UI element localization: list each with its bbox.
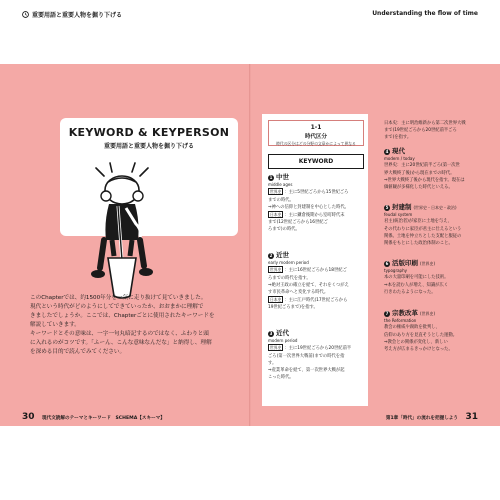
intro-line: に入れるのがコツです。「ふーん、こんな意味なんだな」と納得し、理解 (30, 340, 212, 346)
intro-line: このChapterでは、約1500年分を一気に走り抜けて見ていきました。 (30, 295, 207, 301)
subject-tag: 日本史 (270, 297, 282, 303)
subject-tag: 世界史 (270, 345, 282, 351)
page-number-left: 30 (22, 412, 35, 422)
page-subtitle: 重要用語と重要人物を掘り下げる (103, 143, 194, 150)
keyword-entry: 2 近世 early modern period 世界史 ：主に16世紀ごろから18世紀ご ろまでの時代を指す。 ⇒絶対王政の確立を経て、それをくつがえ す市民革命へと変化する時代。 日本史 ：主に江戸時代(17世紀ごろから 19世紀ごろまで)を指す。 (268, 252, 362, 312)
keyword-card (262, 114, 368, 406)
continued-entry: 日本史：主に明治維新から第二次世界大戦 まで(19世紀ごろから20世紀前半ごろ まで)を指す。 (384, 121, 466, 141)
entry-subject: (世界史) (420, 311, 436, 316)
footer-right: 第1章「時代」の流れを把握しよう (385, 416, 458, 421)
running-header-right: Understanding the flow of time (372, 10, 478, 17)
entry-title: 近世 (276, 251, 289, 259)
running-header-left (22, 10, 122, 19)
entry-number-badge: 7 (385, 310, 389, 316)
intro-line: きましたでしょうか。ここでは、Chapterごとに使用されたキーワードを (30, 313, 215, 319)
entry-english: modern period (268, 338, 298, 344)
entry-title: 活版印刷 (392, 259, 418, 267)
keyword-entry: 7 宗教改革 (世界史) the Reformation 教会の権威や腐敗を批判し、 信仰のあり方を見直そうとした運動。 ⇒教会との関係が変化し、新しい 考え方が広まるきっかけとなった。 (384, 310, 478, 353)
page-gutter (249, 64, 251, 426)
entry-title: 現代 (392, 147, 405, 155)
intro-line: 現代という時代がどのようにしてできていったか、おおまかに理解で (30, 304, 204, 310)
keyword-column-2 (384, 120, 478, 353)
keyword-label: KEYWORD (268, 154, 364, 169)
entry-title: 宗教改革 (392, 309, 418, 317)
clock-icon (22, 11, 29, 18)
entry-title: 中世 (276, 173, 289, 181)
section-note: 時代の区分はどの分野の文章かによって異なる (276, 141, 356, 146)
section-number: 1-1 (310, 124, 322, 131)
page-number-right: 31 (465, 412, 478, 422)
keyword-entry: 3 近代 modern period 世界史 ：主に19世紀ごろから20世紀前半 ごろ(第一次世界大戦前)までの時代を指 す。 ⇒産業革命を経て、第一次世界大戦が起 こった時代。 (268, 330, 362, 381)
intro-line: を深める目的で読んでみてください。 (30, 349, 126, 355)
entry-english: modern / today (384, 156, 415, 162)
entry-number-badge: 2 (269, 252, 273, 258)
entry-number-badge: 6 (385, 260, 389, 266)
entry-number-badge: 3 (269, 330, 273, 336)
subject-tag: 日本史 (270, 212, 282, 218)
entry-number-badge: 1 (269, 174, 273, 180)
entry-english: early modern period (268, 260, 309, 266)
keyword-entry: 4 現代 modern / today 世界史：主に20世紀前半ごろ(第一次世 界大戦終了後)から現在までの時代。 ⇒世界大戦終了後から現代を指す。現在は 価値観が多様化した時代といえる。 (384, 148, 478, 191)
footer-left: 現代文読解のテーマとキーワード SCHEMA【スキーマ】 (42, 416, 165, 421)
page-title: KEYWORD & KEYPERSON (68, 126, 230, 139)
entry-english: feudal system (384, 212, 413, 218)
entry-english: typography (384, 268, 407, 274)
intro-line: 解説していきます。 (30, 322, 80, 328)
section-title: 時代区分 (304, 134, 327, 140)
subject-tag: 世界史 (270, 189, 282, 195)
keyword-entry: 6 活版印刷 (世界史) typography 本の大量印刷を可能にした技術。 ⇒本を読む人が増え、知識が広く 行きわたるようになった。 (384, 260, 478, 296)
section-heading-box (268, 120, 364, 146)
keyword-entry: 1 中世 middle ages 世界史 ：主に5世紀ごろから15世紀ごろ までの時代。 ⇒神への信仰と封建制を中心とした時代。 日本史 ：主に鎌倉後期から室町時代末 まで(12世紀ごろから16世紀ご ろまで)の時代。 (268, 174, 362, 234)
entry-subject: (世界史・日本史・政治) (413, 205, 457, 210)
entry-subject: (世界史) (420, 261, 436, 266)
digging-person-illustration (82, 160, 162, 305)
entry-english: middle ages (268, 182, 293, 188)
intro-line: キーワードとその意味は、一字一句丸暗記するのではなく、ふわりと頭 (30, 331, 209, 337)
header-left-text: 重要用語と重要人物を掘り下げる (32, 12, 123, 19)
keyword-entry: 5 封建制 (世界史・日本史・政治) feudal system 君主(統治者)が家臣に土地を与え、 その代わりに家臣が君主に仕えるという 関係。土地を仲立ちとした支配と服従の 関係をもとにした政治体制のこと。 (384, 204, 478, 247)
entry-number-badge: 5 (385, 204, 389, 210)
entry-english: the Reformation (384, 318, 417, 324)
entry-number-badge: 4 (385, 148, 389, 154)
book-spread (0, 64, 500, 426)
subject-tag: 世界史 (270, 267, 282, 273)
entry-title: 近代 (276, 329, 289, 337)
entry-title: 封建制 (392, 203, 412, 211)
intro-paragraph (30, 294, 230, 357)
